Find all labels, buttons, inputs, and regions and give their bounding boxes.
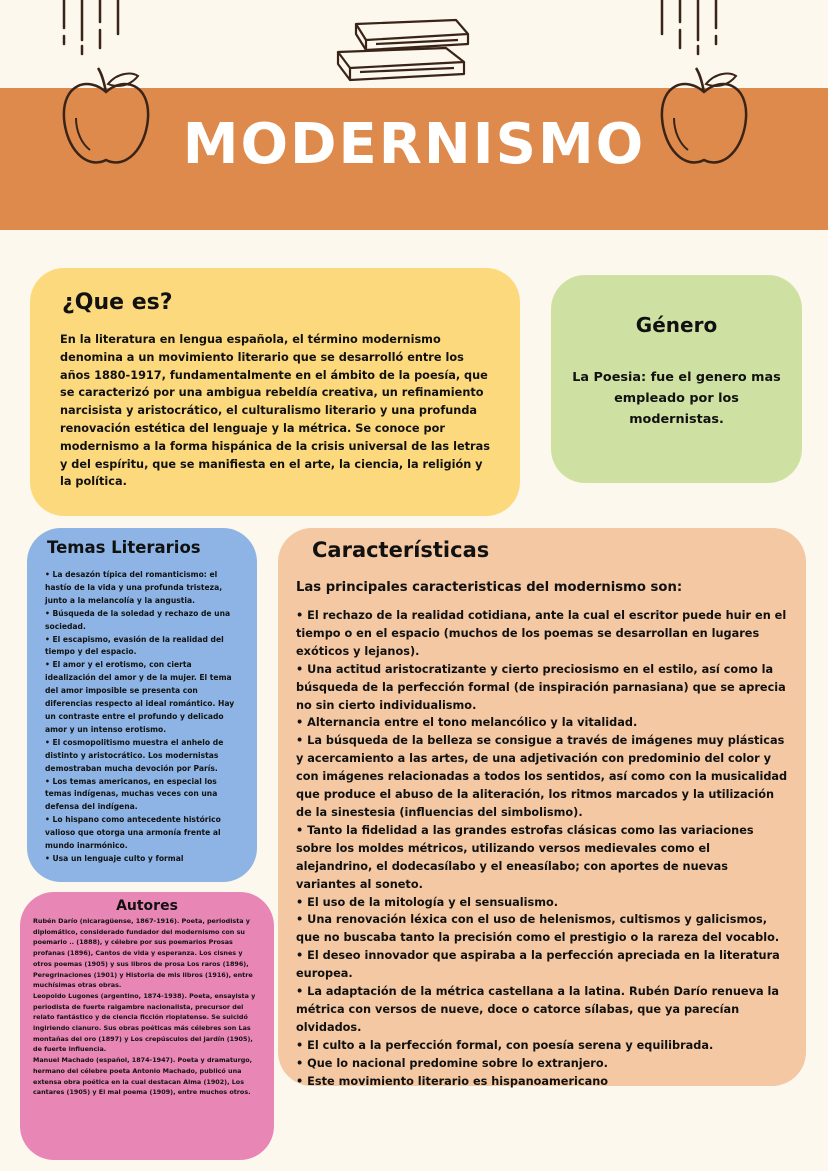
autor-machado: Manuel Machado (español, 1874-1947). Poeta y dramaturgo, hermano del célebre poeta Antonio Machado, publicó una extensa obra poética en la cual destacan Alma (1902), Los cantares (1905) y El mal poema (1909), entre muchos otros. [33, 1056, 253, 1097]
genero-card [551, 275, 802, 483]
temas-card [27, 528, 257, 882]
falling-lines-left-icon [56, 0, 136, 60]
caracteristicas-list [296, 607, 788, 1090]
genero-heading: Género [635, 313, 718, 337]
list-item: • Tanto la fidelidad a las grandes estrofas clásicas como las variaciones sobre los moldes métricos, utilizando versos medievales como el alejandrino, el dodecasílabo y el eneasílabo; con aportes de nuevas variantes al soneto. [296, 823, 754, 891]
list-item: • El cosmopolitismo muestra el anhelo de distinto y aristocrático. Los modernistas demostraban mucha devoción por París. [45, 737, 224, 773]
autores-card [20, 892, 274, 1160]
list-item: • Una renovación léxica con el uso de helenismos, cultismos y galicismos, que no buscaba tanto la precisión como el prestigio o la rareza del vocablo. [296, 913, 780, 945]
list-item: • Los temas americanos, en especial los temas indígenas, muchas veces con una defensa del indígena. [45, 776, 218, 812]
list-item: • El escapismo, evasión de la realidad del tiempo y del espacio. [45, 634, 224, 657]
list-item: • La búsqueda de la belleza se consigue a través de imágenes muy plásticas y acercamiento a las artes, de una adjetivación con predominio del color y con imágenes relacionadas a todos los sentidos, así como con la musicalidad que produce el abuso de la aliteración, los ritmos marcados y la utilización de la sinestesia (influencias del simbolismo). [296, 734, 788, 819]
page-title: MODERNISMO [182, 112, 646, 177]
list-item: • Lo hispano como antecedente histórico valioso que otorga una armonía frente al mundo inarmónico. [45, 815, 221, 851]
genero-body: La Poesia: fue el genero mas empleado por los modernistas. [572, 370, 781, 427]
list-item: • Usa un lenguaje culto y formal [45, 853, 184, 863]
list-item: • Búsqueda de la soledad y rechazo de una sociedad. [45, 608, 231, 631]
list-item: • Este movimiento literario es hispanoamericano [296, 1074, 609, 1088]
list-item: • El uso de la mitología y el sensualismo. [296, 895, 559, 909]
books-icon [326, 16, 476, 86]
list-item: • La desazón típica del romanticismo: el hastío de la vida y una profunda tristeza, junto a la melancolía y la angustia. [45, 570, 223, 605]
que-es-body: En la literatura en lengua española, el término modernismo denomina a un movimiento literario que se desarrolló entre los años 1880-1917, fundamentalmente en el ámbito de la poesía, que se caracterizó por una ambigua rebeldía creativa, un refinamiento narcisista y aristocrático, el culturalismo literario y una profunda renovación estética del lenguaje y la métrica. Se conoce por modernismo a la forma hispánica de la crisis universal de las letras y del espíritu, que se manifiesta en el arte, la ciencia, la religión y la política. [60, 333, 490, 489]
list-item: • El rechazo de la realidad cotidiana, ante la cual el escritor puede huir en el tiempo o en el espacio (muchos de los poemas se desarrollan en lugares exóticos y lejanos). [296, 609, 787, 658]
que-es-heading: ¿Que es? [62, 290, 173, 315]
autor-dario: Rubén Darío (nicaragüense, 1867-1916). Poeta, periodista y diplomático, considerado fundador del modernismo con su poemario .. (1888), y célebre por sus poemarios Prosas profanas (1896), Cantos de vida y esperanza. Los cisnes y otros poemas (1905) y sus libros de prosa Los raros (1896), Peregrinaciones (1901) y Historia de mis libros (1916), entre muchísimas otras obras. [33, 917, 253, 990]
caracteristicas-heading: Características [312, 538, 490, 562]
list-item: • La adaptación de la métrica castellana a la latina. Rubén Darío renueva la métrica con versos de nueve, doce o catorce sílabas, que ya parecían olvidados. [296, 985, 780, 1034]
list-item: • Alternancia entre el tono melancólico y la vitalidad. [296, 716, 638, 730]
list-item: • Que lo nacional predomine sobre lo extranjero. [296, 1056, 608, 1070]
que-es-card [30, 268, 520, 516]
temas-heading: Temas Literarios [47, 538, 201, 557]
list-item: • El amor y el erotismo, con cierta idealización del amor y de la mujer. El tema del amor imposible se presenta con diferencias respecto al ideal romántico. Hay un contraste entre el profundo y delicado amor y un intenso erotismo. [45, 660, 235, 734]
caracteristicas-card [278, 528, 806, 1086]
list-item: • El culto a la perfección formal, con poesía serena y equilibrada. [296, 1038, 714, 1052]
autores-heading: Autores [116, 898, 178, 914]
falling-lines-right-icon [654, 0, 734, 60]
list-item: • Una actitud aristocratizante y cierto preciosismo en el estilo, así como la búsqueda de la perfección formal (de inspiración parnasiana) que se aprecia no sin cierto individualismo. [296, 662, 786, 712]
list-item: • El deseo innovador que aspiraba a la perfección apreciada en la literatura europea. [296, 949, 780, 981]
caracteristicas-intro: Las principales caracteristicas del modernismo son: [296, 580, 683, 595]
autor-lugones: Leopoldo Lugones (argentino, 1874-1938). Poeta, ensayista y periodista de fuerte raigambre nacionalista, precursor del relato fantástico y de ciencia ficción rioplatense. Se suicidó ingiriendo cianuro. Sus obras poéticas más célebres son Las montañas del oro (1897) y Los crepúsculos del jardín (1905), de fuerte influencia. [33, 991, 256, 1054]
temas-list [45, 569, 239, 866]
